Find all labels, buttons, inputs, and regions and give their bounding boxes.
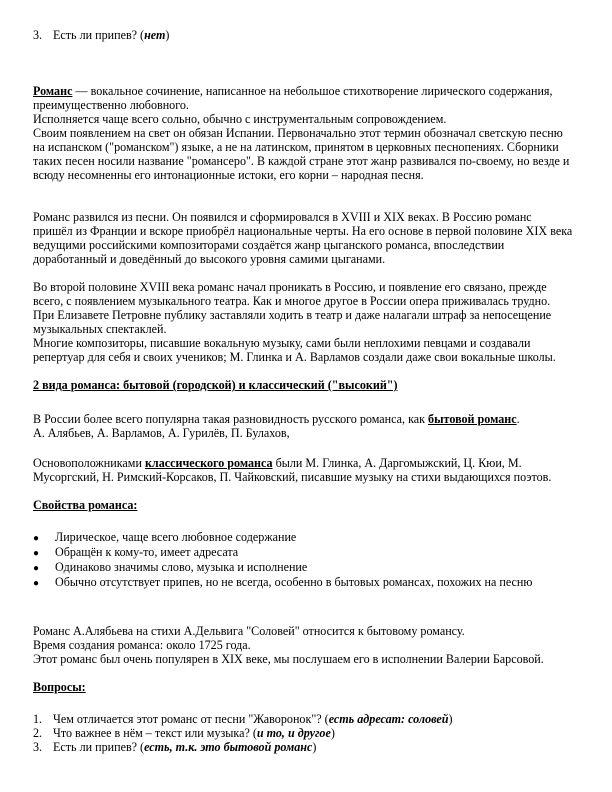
line-text: В России более всего популярна такая разновидность русского романса, как xyxy=(33,412,429,426)
question-line xyxy=(33,712,581,726)
question-answer: нет xyxy=(144,28,166,42)
properties-list xyxy=(33,530,581,590)
list-item xyxy=(33,575,581,590)
term-everyday: бытовой романс xyxy=(428,412,517,426)
section-heading: 2 вида романса: бытовой (городской) и классический ("высокий") xyxy=(33,378,398,392)
classic-romance-paragraph xyxy=(33,456,581,484)
question-line xyxy=(33,28,581,42)
paragraph-line: музыкальных спектаклей. xyxy=(33,322,167,336)
question-close: ) xyxy=(448,712,453,726)
question-answer: и то, и другое xyxy=(256,726,331,740)
paragraph-line: всего, с появлением музыкального театра. Как и многое другое в России опера приживалась трудно. xyxy=(33,294,551,308)
question-close: ) xyxy=(165,28,170,42)
paragraph-line: При Елизавете Петровне публику заставляли ходить в театр и даже налагали штраф за непосещение xyxy=(33,308,552,322)
nightingale-paragraph xyxy=(33,624,581,666)
paragraph-line xyxy=(33,412,581,426)
question-number: 3. xyxy=(33,740,43,754)
paragraph-line: А. Алябьев, А. Варламов, А. Гурилёв, П. Булахов, xyxy=(33,426,290,440)
question-answer: есть адресат: соловей xyxy=(328,712,449,726)
bullet-icon: ● xyxy=(33,563,40,574)
paragraph-line: пришёл из Франции и вскоре приобрёл национальные черты. На его основе в первой половине XIX века xyxy=(33,224,573,238)
list-item-text: Одинаково значимы слово, музыка и исполнение xyxy=(55,560,308,574)
questions-heading xyxy=(33,680,581,694)
list-item xyxy=(33,545,581,560)
definition-line: всюду несомненны его интонационные истоки, его корни – народная песня. xyxy=(33,168,424,182)
section-heading: Свойства романса: xyxy=(33,498,138,512)
paragraph-line xyxy=(33,456,581,470)
definition-line: преимущественно любовного. xyxy=(33,98,189,112)
question-number: 1. xyxy=(33,712,43,726)
definition-line: Своим появлением на свет он обязан Испании. Первоначально этот термин обозначал светскую песню xyxy=(33,126,563,140)
line-text: . xyxy=(516,412,520,426)
everyday-romance-paragraph xyxy=(33,412,581,440)
history-paragraph xyxy=(33,280,581,364)
top-question xyxy=(33,28,581,42)
line-text: были М. Глинка, А. Даргомыжский, Ц. Кюи, М. xyxy=(272,456,522,470)
term-classic: классического романса xyxy=(144,456,273,470)
paragraph-line: Время создания романса: около 1725 года. xyxy=(33,638,251,652)
list-item-text: Обращён к кому-то, имеет адресата xyxy=(55,545,239,559)
paragraph-line: Во второй половине XVIII века романс начал проникать в Россию, и появление его связано, прежде xyxy=(33,280,547,294)
question-text: Есть ли припев? ( xyxy=(53,740,145,754)
definition-line: таких песен носили название "романсеро". В каждой стране этот жанр развивался по-своему, но везде и xyxy=(33,154,570,168)
question-text: Чем отличается этот романс от песни "Жаворонок"? ( xyxy=(53,712,329,726)
definition-term: Романс xyxy=(33,84,73,98)
question-line xyxy=(33,740,581,754)
bullet-icon: ● xyxy=(33,548,40,559)
origin-paragraph xyxy=(33,210,581,266)
paragraph-line: Романс развился из песни. Он появился и сформировался в XVIII и XIX веках. В Россию романс xyxy=(33,210,532,224)
definition-line: на испанском ("романском") языке, а не на латинском, принятом в церковных песнопениях. Сборники xyxy=(33,140,559,154)
list-item xyxy=(33,560,581,575)
paragraph-line: Романс А.Алябьева на стихи А.Дельвига "Соловей" относится к бытовому романсу. xyxy=(33,624,465,638)
question-text: Есть ли припев? ( xyxy=(53,28,145,42)
section-heading: Вопросы: xyxy=(33,680,86,694)
bullet-icon: ● xyxy=(33,578,40,589)
question-line xyxy=(33,726,581,740)
definition-paragraph xyxy=(33,84,581,182)
definition-text: — вокальное сочинение, написанное на небольшое стихотворение лирического содержания, xyxy=(72,84,553,98)
definition-line: Исполняется чаще всего сольно, обычно с инструментальным сопровождением. xyxy=(33,112,447,126)
paragraph-line: Мусоргский, Н. Римский-Корсаков, П. Чайковский, писавшие музыку на стихи выдающихся поэтов. xyxy=(33,470,552,484)
paragraph-line: Этот романс был очень популярен в XIX веке, мы послушаем его в исполнении Валерии Барсовой. xyxy=(33,652,544,666)
question-close: ) xyxy=(312,740,317,754)
paragraph-line: ведущими российскими композиторами создаётся жанр цыганского романса, впоследствии xyxy=(33,238,505,252)
types-heading xyxy=(33,378,581,392)
line-text: Основоположниками xyxy=(33,456,145,470)
question-close: ) xyxy=(330,726,335,740)
questions-list xyxy=(33,712,581,754)
list-item-text: Лирическое, чаще всего любовное содержание xyxy=(55,530,297,544)
paragraph-line: репертуар для себя и своих учеников; М. Глинка и А. Варламов создали даже свои вокальные школы. xyxy=(33,350,556,364)
definition-line xyxy=(33,84,581,98)
question-number: 3. xyxy=(33,28,43,42)
question-number: 2. xyxy=(33,726,43,740)
paragraph-line: доработанный и доведённый до высокого уровня самими цыганами. xyxy=(33,252,386,266)
question-text: Что важнее в нём – текст или музыка? ( xyxy=(53,726,257,740)
list-item xyxy=(33,530,581,545)
paragraph-line: Многие композиторы, писавшие вокальную музыку, сами были неплохими певцами и создавали xyxy=(33,336,531,350)
bullet-icon: ● xyxy=(33,533,40,544)
list-item-text: Обычно отсутствует припев, но не всегда, особенно в бытовых романсах, похожих на песню xyxy=(55,575,533,589)
question-answer: есть, т.к. это бытовой романс xyxy=(144,740,313,754)
properties-heading xyxy=(33,498,581,512)
